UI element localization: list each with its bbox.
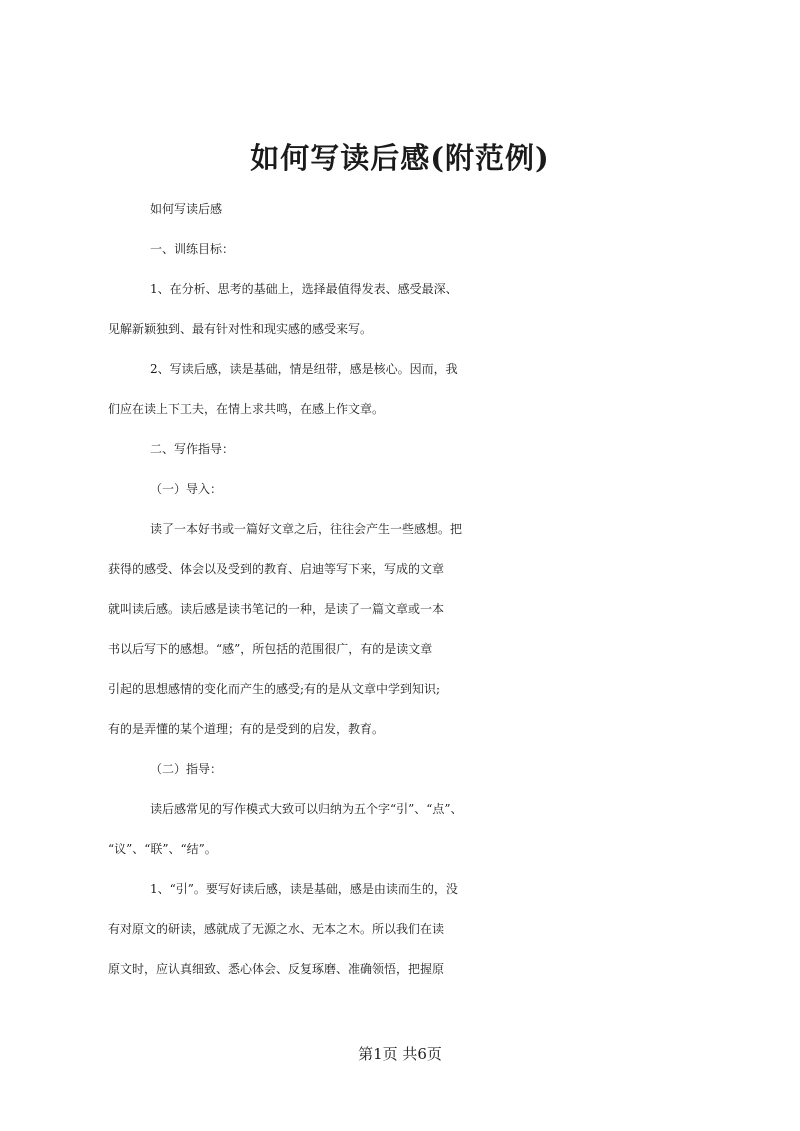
- page-footer: 第1页 共6页: [358, 1045, 442, 1063]
- paragraph-line: 见解新颖独到、最有针对性和现实感的感受来写。: [108, 322, 373, 336]
- paragraph-line: 读了一本好书或一篇好文章之后，往往会产生一些感想。把: [150, 522, 463, 536]
- paragraph-line: 2、写读后感，读是基础，情是纽带，感是核心。因而，我: [150, 362, 458, 376]
- paragraph-line: 获得的感受、体会以及受到的教育、启迪等写下来，写成的文章: [108, 562, 445, 576]
- paragraph-line: （二）指导：: [150, 762, 223, 776]
- paragraph-line: 读后感常见的写作模式大致可以归纳为五个字“引”、“点”、: [150, 802, 463, 816]
- document-title: 如何写读后感(附范例): [250, 141, 550, 175]
- paragraph-line: 引起的思想感情的变化而产生的感受;有的是从文章中学到知识;: [108, 682, 441, 696]
- paragraph-line: 有对原文的研读，感就成了无源之水、无本之木。所以我们在读: [108, 922, 445, 936]
- paragraph-line: 1、在分析、思考的基础上，选择最值得发表、感受最深、: [150, 282, 458, 296]
- paragraph-line: 有的是弄懂的某个道理；有的是受到的启发，教育。: [108, 722, 385, 736]
- paragraph-line: 二、写作指导：: [150, 442, 235, 456]
- paragraph-line: “议”、“联”、“结”。: [108, 842, 217, 856]
- paragraph-line: 1、“引”。要写好读后感，读是基础，感是由读而生的，没: [150, 882, 458, 896]
- paragraph-line: 原文时，应认真细致、悉心体会、反复琢磨、准确领悟，把握原: [108, 962, 445, 976]
- paragraph-line: 就叫读后感。读后感是读书笔记的一种，是读了一篇文章或一本: [108, 602, 445, 616]
- paragraph-line: 书以后写下的感想。“感”，所包括的范围很广，有的是读文章: [108, 642, 433, 656]
- paragraph-line: 如何写读后感: [150, 202, 223, 216]
- paragraph-line: （一）导入：: [150, 482, 223, 496]
- paragraph-line: 们应在读上下工夫，在情上求共鸣，在感上作文章。: [108, 402, 385, 416]
- paragraph-line: 一、训练目标：: [150, 242, 235, 256]
